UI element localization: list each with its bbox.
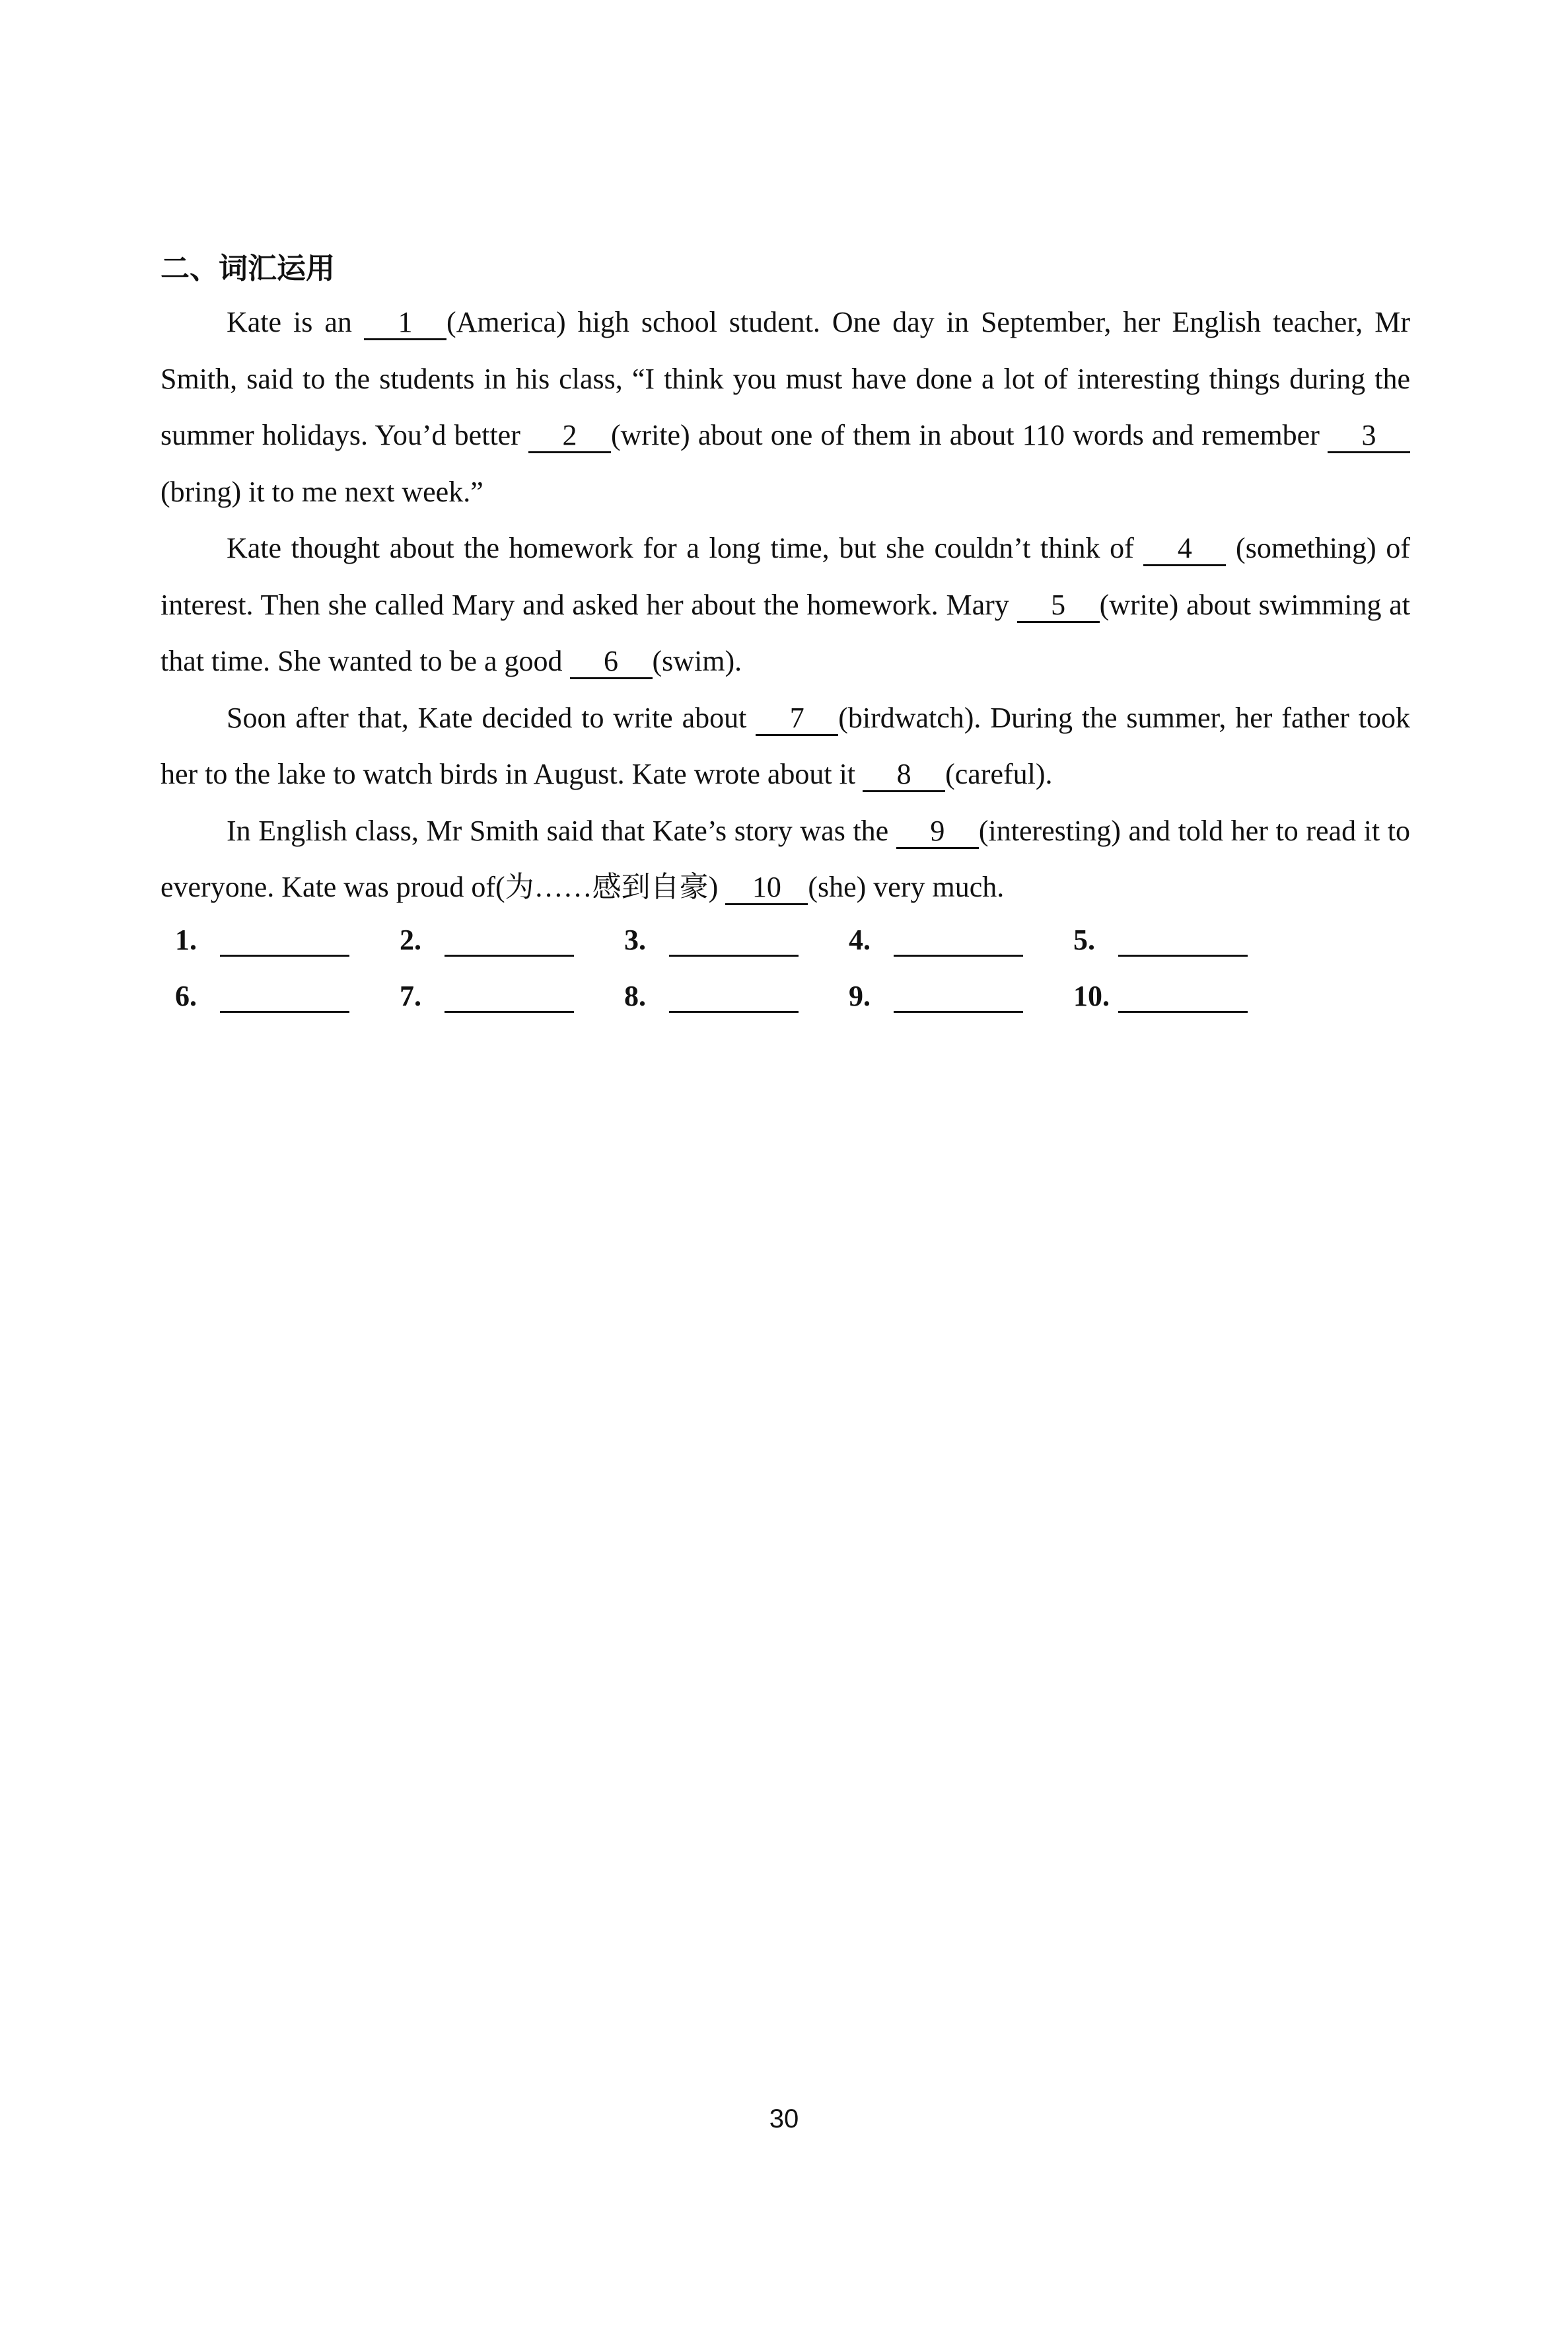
answer-number: 8. bbox=[624, 980, 646, 1012]
blank-7: 7 bbox=[756, 702, 838, 736]
passage-text: (careful). bbox=[945, 758, 1053, 790]
answer-item bbox=[175, 923, 400, 957]
blank-8: 8 bbox=[863, 758, 945, 792]
blank-10: 10 bbox=[725, 871, 808, 905]
answer-item bbox=[849, 979, 1073, 1013]
blank-6: 6 bbox=[570, 646, 653, 679]
answer-item bbox=[400, 923, 624, 957]
answer-blank[interactable] bbox=[220, 984, 349, 1013]
answer-item bbox=[1073, 923, 1298, 957]
answer-blank[interactable] bbox=[1118, 984, 1248, 1013]
answer-blank[interactable] bbox=[1118, 928, 1248, 957]
answer-number: 3. bbox=[624, 924, 646, 956]
answer-blank[interactable] bbox=[669, 984, 799, 1013]
paragraph bbox=[160, 803, 1410, 916]
answer-item bbox=[849, 923, 1073, 957]
paragraph bbox=[160, 520, 1410, 690]
passage bbox=[160, 294, 1410, 916]
answer-item bbox=[624, 923, 849, 957]
answer-blank[interactable] bbox=[220, 928, 349, 957]
passage-text: (write) about swimming at that time. She wanted to be a good bbox=[160, 588, 1411, 677]
answer-number: 4. bbox=[849, 924, 871, 956]
answer-item bbox=[400, 979, 624, 1013]
passage-text: (swim). bbox=[652, 645, 742, 677]
section-title: 二、词汇运用 bbox=[160, 252, 335, 285]
blank-3: 3 bbox=[1328, 420, 1410, 453]
passage-text: (something) of interest. Then she called Mary and asked her about the homework. Mary bbox=[160, 532, 1410, 621]
answer-number: 6. bbox=[175, 980, 197, 1012]
page-number: 30 bbox=[769, 2104, 799, 2133]
blank-5: 5 bbox=[1017, 589, 1100, 623]
answer-blank[interactable] bbox=[894, 928, 1023, 957]
answer-row bbox=[175, 968, 1298, 1024]
passage-text: (write) about one of them in about 110 words and remember bbox=[611, 419, 1328, 451]
blank-1: 1 bbox=[364, 307, 446, 340]
passage-text: (birdwatch). During the summer, her father took her to the lake to watch birds in August. Kate wrote about it bbox=[160, 701, 1410, 790]
answer-sheet bbox=[175, 912, 1298, 1024]
passage-text: (interesting) and told her to read it to everyone. Kate was proud of(为……感到自豪) bbox=[160, 814, 1411, 903]
answer-number: 7. bbox=[400, 980, 421, 1012]
answer-blank[interactable] bbox=[445, 928, 574, 957]
answer-blank[interactable] bbox=[669, 928, 799, 957]
paragraph bbox=[160, 690, 1410, 803]
passage-text: (America) high school student. One day in September, her English teacher, Mr Smith, said to the students in his class, “I think you must have done a lot of interesting things during the summer holidays. You’d better bbox=[160, 306, 1410, 451]
answer-blank[interactable] bbox=[445, 984, 574, 1013]
blank-4: 4 bbox=[1143, 533, 1226, 566]
passage-text: Kate thought about the homework for a long time, but she couldn’t think of bbox=[227, 532, 1144, 564]
answer-item bbox=[175, 979, 400, 1013]
paragraph bbox=[160, 294, 1410, 520]
passage-text: Soon after that, Kate decided to write about bbox=[227, 701, 756, 734]
passage-text: Kate is an bbox=[227, 306, 364, 338]
answer-item bbox=[624, 979, 849, 1013]
blank-2: 2 bbox=[528, 420, 611, 453]
blank-9: 9 bbox=[896, 815, 979, 849]
answer-number: 10. bbox=[1073, 980, 1110, 1012]
answer-blank[interactable] bbox=[894, 984, 1023, 1013]
answer-number: 5. bbox=[1073, 924, 1095, 956]
passage-text: In English class, Mr Smith said that Kate’s story was the bbox=[227, 814, 896, 847]
answer-number: 9. bbox=[849, 980, 871, 1012]
answer-number: 2. bbox=[400, 924, 421, 956]
answer-item bbox=[1073, 979, 1298, 1013]
passage-text: (she) very much. bbox=[808, 871, 1005, 903]
answer-number: 1. bbox=[175, 924, 197, 956]
passage-text: (bring) it to me next week.” bbox=[160, 475, 483, 508]
answer-row bbox=[175, 912, 1298, 968]
